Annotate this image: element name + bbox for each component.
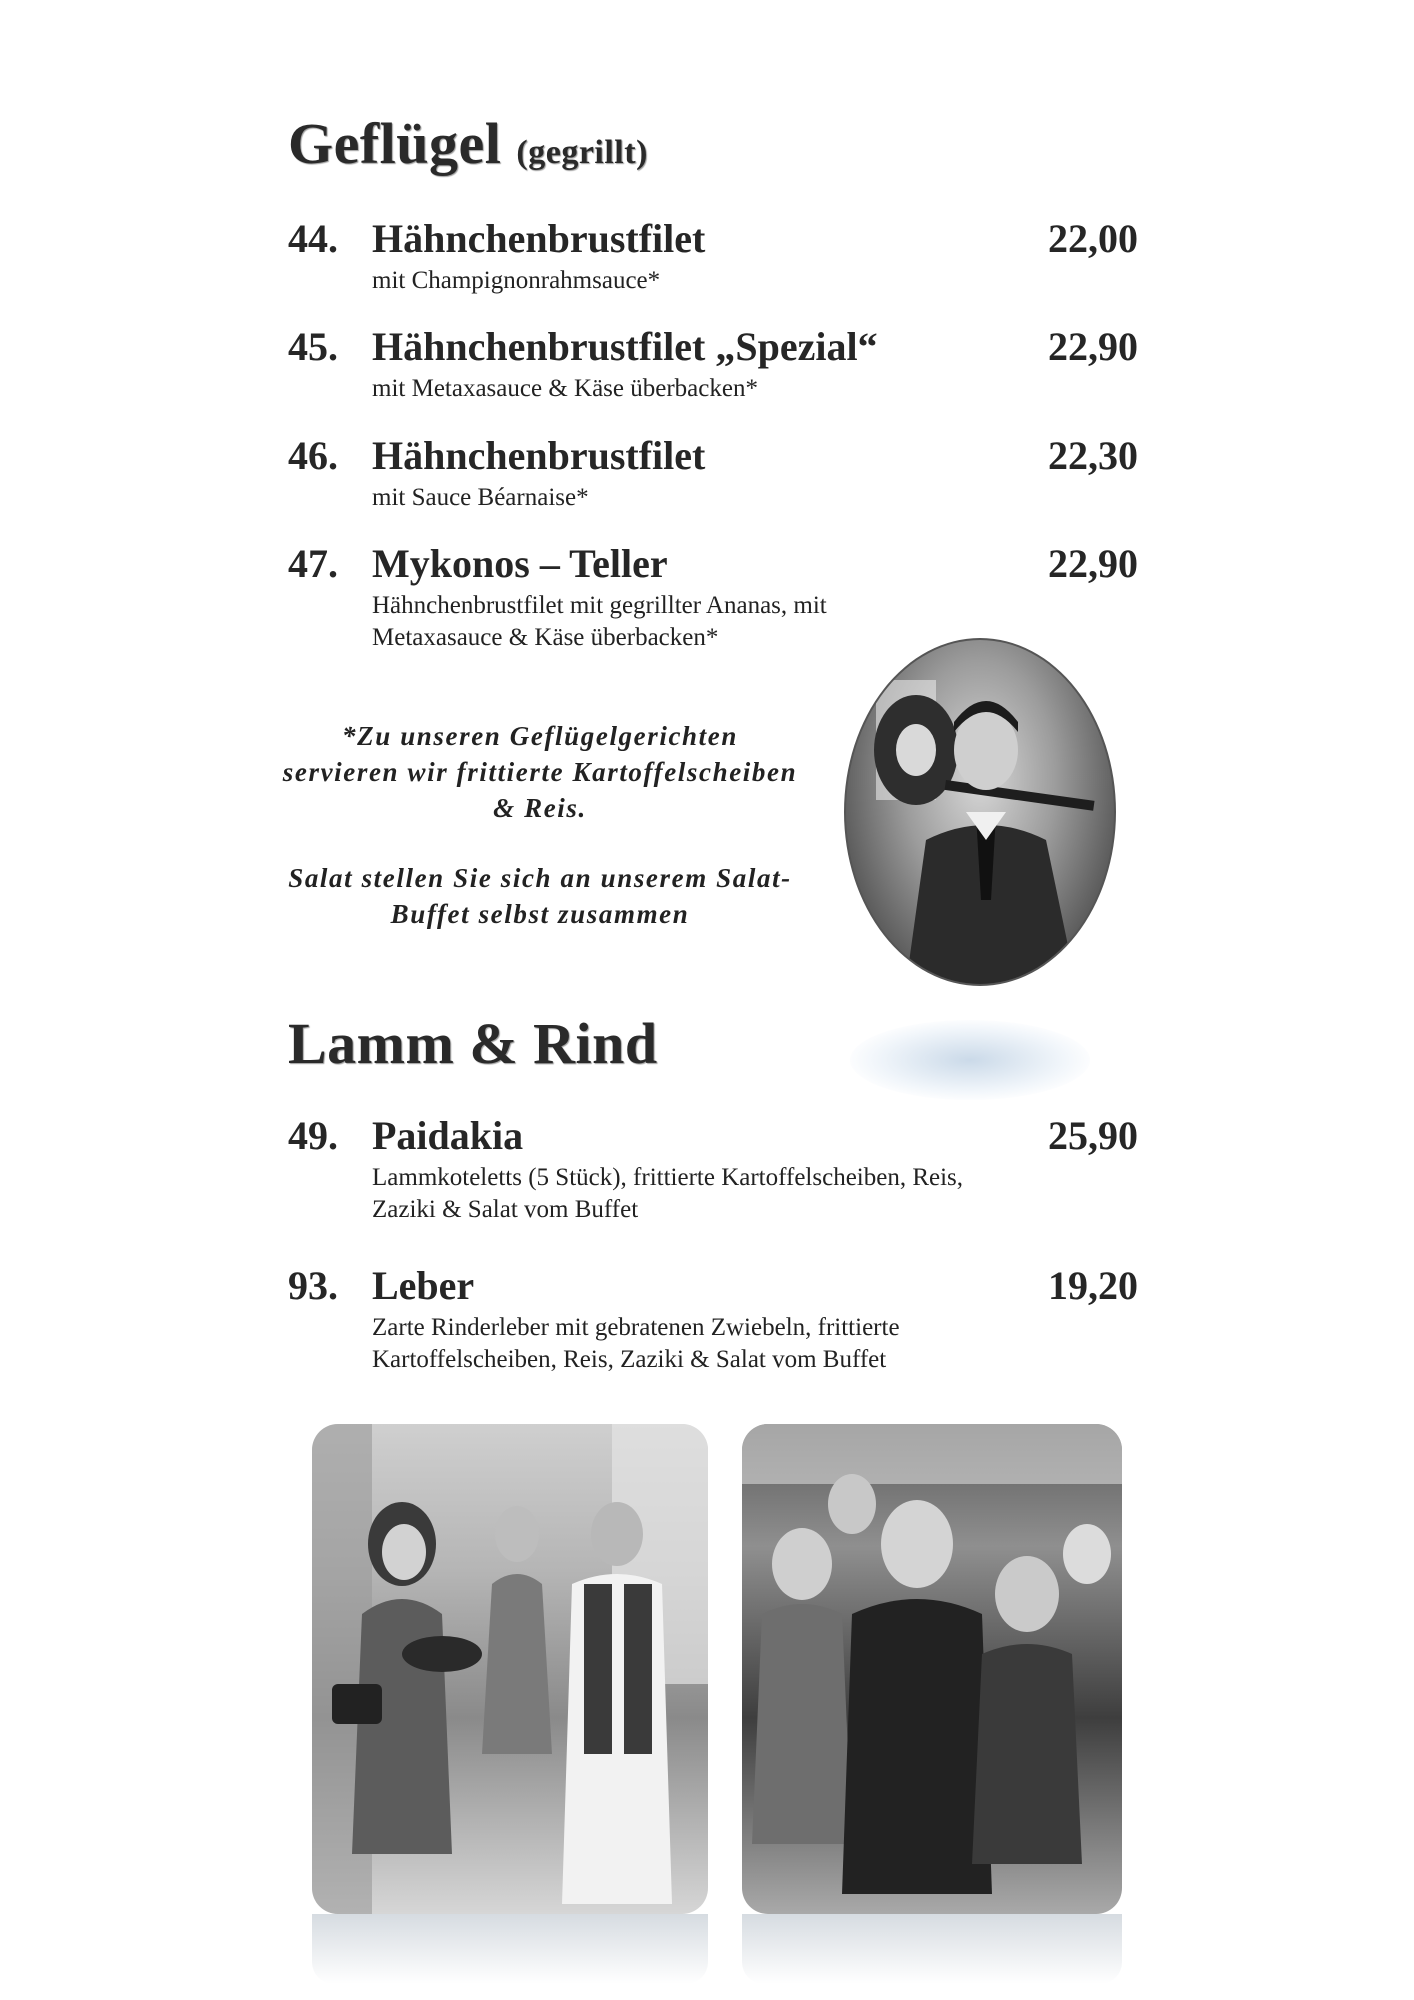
item-description: Lammkoteletts (5 Stück), frittierte Kartoffelscheiben, Reis, Zaziki & Salat vom Buffet: [372, 1164, 964, 1223]
item-description: mit Champignonrahmsauce*: [372, 267, 661, 294]
item-description: mit Sauce Béarnaise*: [372, 484, 589, 511]
item-name: Hähnchenbrustfilet: [372, 216, 706, 261]
item-price: 22,90: [1048, 324, 1138, 369]
menu-item-49: [288, 1112, 1138, 1232]
side-dish-note: *Zu unseren Geflügelgerichten servieren wir frittierte Kartoffelscheiben & Reis.: [282, 721, 798, 823]
item-price: 25,90: [1048, 1113, 1138, 1158]
item-name: Hähnchenbrustfilet: [372, 433, 706, 478]
item-description: mit Metaxasauce & Käse überbacken*: [372, 375, 758, 402]
item-price: 22,00: [1048, 216, 1138, 261]
item-number: 93.: [288, 1263, 338, 1308]
item-number: 49.: [288, 1113, 338, 1158]
item-name: Paidakia: [372, 1113, 524, 1158]
item-description: Hähnchenbrustfilet mit gegrillter Ananas, mit Metaxasauce & Käse überbacken*: [372, 592, 827, 651]
item-number: 44.: [288, 216, 338, 261]
menu-item-45: [288, 323, 1138, 443]
item-name: Leber: [372, 1263, 475, 1308]
menu-item-44: [288, 215, 1138, 335]
photo-reflection-right: [742, 1914, 1122, 1984]
section-subtitle: (gegrillt): [516, 134, 648, 171]
item-price: 19,20: [1048, 1263, 1138, 1308]
salad-buffet-note: Salat stellen Sie sich an unserem Salat-Buffet selbst zusammen: [288, 863, 792, 929]
guitar-man-illustration: [846, 640, 1114, 984]
item-price: 22,90: [1048, 541, 1138, 586]
woman-dog-illustration: [312, 1424, 708, 1914]
item-name: Mykonos – Teller: [372, 541, 668, 586]
menu-item-46: [288, 432, 1138, 552]
item-number: 46.: [288, 433, 338, 478]
item-description: Zarte Rinderleber mit gebratenen Zwiebeln, frittierte Kartoffelscheiben, Reis, Zaziki & Salat vom Buffet: [372, 1314, 900, 1373]
section-title-text: Geflügel: [288, 111, 502, 176]
photo-woman-with-dog: [312, 1424, 708, 1914]
item-number: 45.: [288, 324, 338, 369]
item-number: 47.: [288, 541, 338, 586]
oval-photo-guitar-man: [844, 638, 1116, 986]
item-name: Hähnchenbrustfilet „Spezial“: [372, 324, 878, 369]
photo-reflection-left: [312, 1914, 708, 1984]
item-price: 22,30: [1048, 433, 1138, 478]
section-title-lamm-rind: Lamm & Rind: [288, 1011, 658, 1076]
section-title-geflugel: [288, 110, 648, 177]
photo-laughing-men: [742, 1424, 1122, 1914]
menu-item-93: [288, 1262, 1138, 1382]
laughing-men-illustration: [742, 1424, 1122, 1914]
decorative-blue-blob: [850, 1020, 1090, 1100]
